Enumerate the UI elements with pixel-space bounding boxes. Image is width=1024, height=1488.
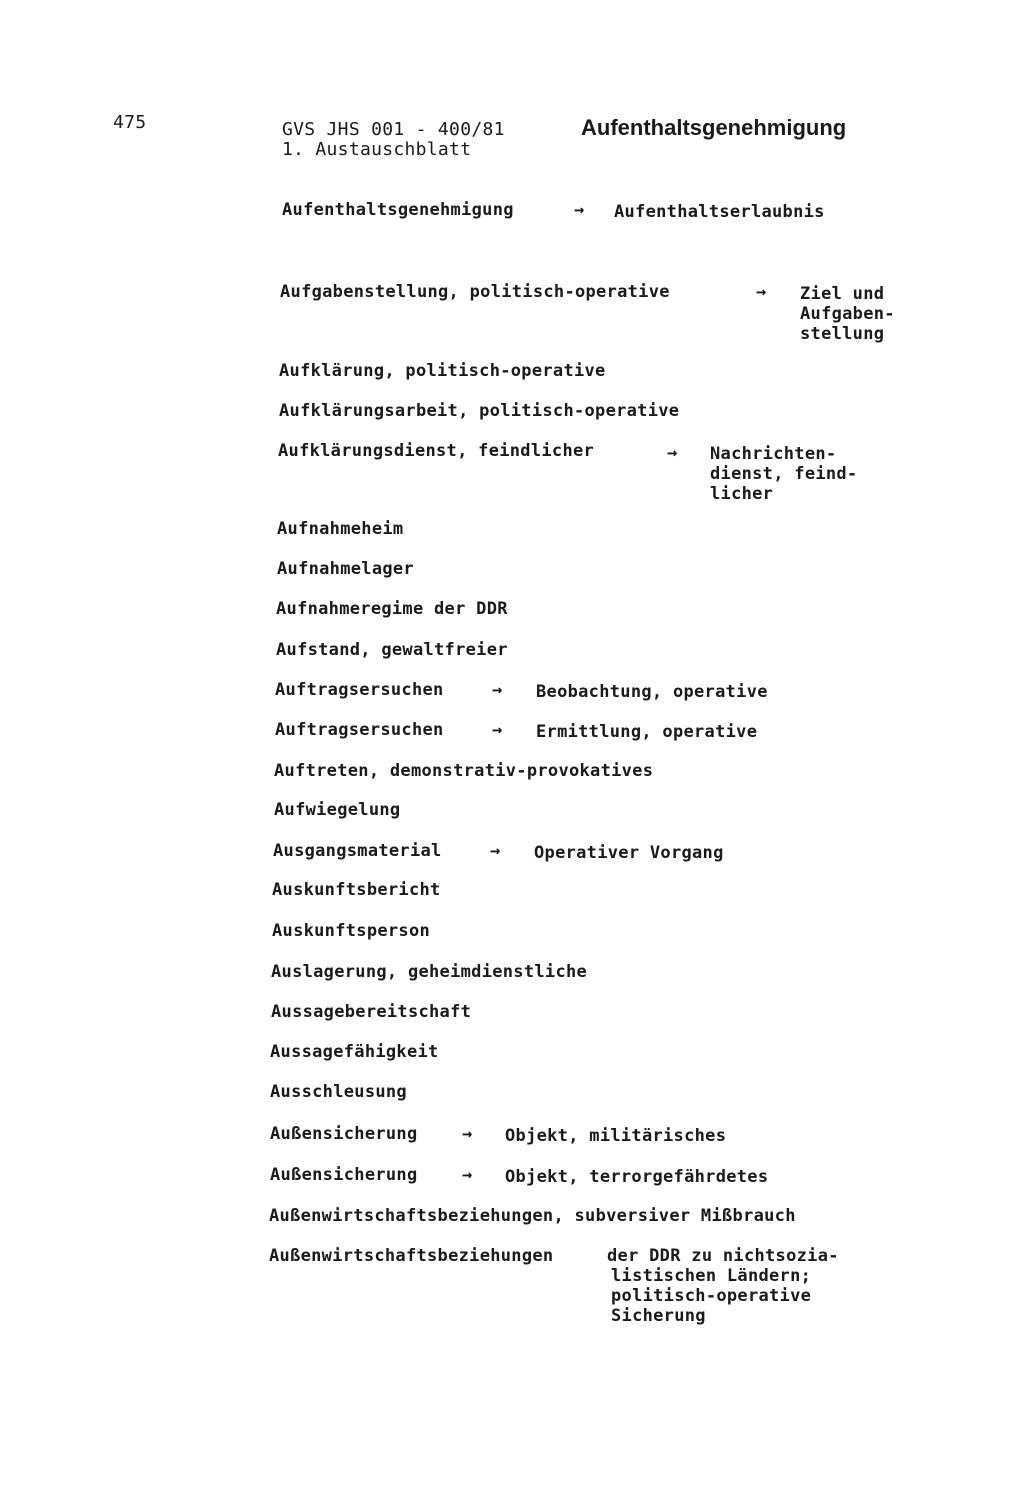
entry-term-22: Außenwirtschaftsbeziehungen, subversiver Mißbrauch — [269, 1206, 796, 1226]
entry-term-5: Aufnahmeheim — [277, 519, 404, 539]
entry-term-12: Aufwiegelung — [274, 800, 401, 820]
arrow-icon: → — [490, 841, 501, 861]
entry-ref-9: Beobachtung, operative — [536, 682, 768, 702]
entry-ref-10: Ermittlung, operative — [536, 722, 758, 742]
entry-ref-21: Objekt, terrorgefährdetes — [505, 1167, 769, 1187]
arrow-icon: → — [574, 200, 585, 220]
entry-term-18: Aussagefähigkeit — [270, 1042, 439, 1062]
entry-term-13: Ausgangsmaterial — [273, 841, 442, 861]
entry-term-10: Auftragsersuchen — [275, 720, 444, 740]
entry-term-1: Aufgabenstellung, politisch-operative — [280, 282, 670, 302]
arrow-icon: → — [492, 680, 503, 700]
entry-ref-13: Operativer Vorgang — [534, 843, 724, 863]
entry-ref-1: Ziel und Aufgaben- stellung — [800, 284, 895, 344]
entry-term-9: Auftragsersuchen — [275, 680, 444, 700]
arrow-icon: → — [462, 1165, 473, 1185]
document-id: GVS JHS 001 - 400/81 — [282, 119, 505, 140]
entry-tail-23: der DDR zu nichtsozia- listischen Ländern; politisch-operative Sicherung — [607, 1246, 839, 1326]
entry-term-4: Aufklärungsdienst, feindlicher — [278, 441, 595, 461]
entry-ref-0: Aufenthaltserlaubnis — [614, 202, 825, 222]
page-number: 475 — [113, 112, 147, 133]
entry-term-15: Auskunftsperson — [272, 921, 431, 941]
entry-term-16: Auslagerung, geheimdienstliche — [271, 962, 588, 982]
entry-term-3: Aufklärungsarbeit, politisch-operative — [279, 401, 680, 421]
entry-term-8: Aufstand, gewaltfreier — [276, 640, 508, 660]
arrow-icon: → — [492, 720, 503, 740]
entry-term-19: Ausschleusung — [270, 1082, 407, 1102]
entry-term-11: Auftreten, demonstrativ-provokatives — [274, 761, 654, 781]
entry-term-14: Auskunftsbericht — [272, 880, 441, 900]
entry-term-21: Außensicherung — [270, 1165, 418, 1185]
arrow-icon: → — [462, 1124, 473, 1144]
entry-term-6: Aufnahmelager — [277, 559, 414, 579]
entry-term-20: Außensicherung — [270, 1124, 418, 1144]
keyword-heading: Aufenthaltsgenehmigung — [581, 115, 847, 140]
arrow-icon: → — [667, 443, 678, 463]
entry-ref-4: Nachrichten- dienst, feind- licher — [710, 444, 858, 504]
arrow-icon: → — [756, 282, 767, 302]
sheet-label: 1. Austauschblatt — [282, 139, 472, 160]
entry-term-2: Aufklärung, politisch-operative — [279, 361, 606, 381]
entry-ref-20: Objekt, militärisches — [505, 1126, 727, 1146]
entry-term-23: Außenwirtschaftsbeziehungen — [269, 1246, 554, 1266]
entry-term-0: Aufenthaltsgenehmigung — [282, 200, 514, 220]
entry-term-7: Aufnahmeregime der DDR — [276, 599, 508, 619]
entry-term-17: Aussagebereitschaft — [271, 1002, 472, 1022]
